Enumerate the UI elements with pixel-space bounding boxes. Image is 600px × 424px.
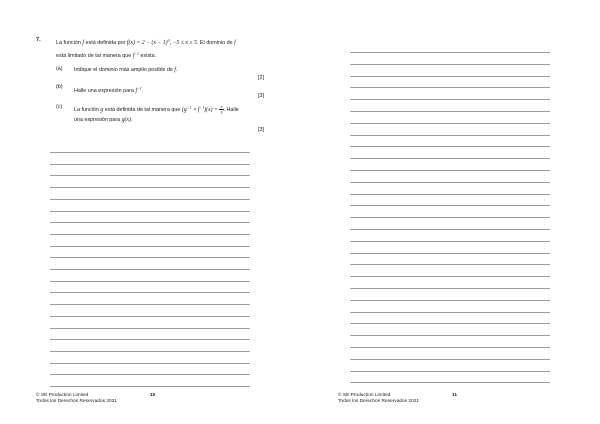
- page-number-right: 11: [452, 393, 458, 398]
- answer-line: [350, 158, 550, 159]
- fraction-x-over-3: $\frac{x}{3}$: [220, 104, 223, 116]
- answer-line: [50, 351, 250, 352]
- answer-line: [50, 152, 250, 153]
- part-a-text: Indique el dominio más amplio posible de f.: [74, 67, 178, 73]
- answer-line: [50, 339, 250, 340]
- answer-line: [350, 288, 550, 289]
- stem-text-e: exista.: [140, 52, 157, 59]
- answer-line: [350, 99, 550, 100]
- stem-f-inverse: $f^{-1}$: [132, 50, 140, 59]
- answer-line: [350, 135, 550, 136]
- answer-line: [350, 371, 550, 372]
- answer-line: [350, 182, 550, 183]
- answer-line: [350, 347, 550, 348]
- question-number: 7.: [36, 37, 41, 43]
- answer-lines-right[interactable]: [350, 52, 550, 385]
- answer-line: [50, 386, 250, 387]
- answer-line: [50, 199, 250, 200]
- stem-text-b: está definida por: [85, 40, 126, 46]
- answer-line: [50, 269, 250, 270]
- answer-line: [350, 335, 550, 336]
- answer-line: [350, 253, 550, 254]
- answer-line: [50, 281, 250, 282]
- part-c-marks: [3]: [258, 127, 264, 133]
- answer-line: [350, 241, 550, 242]
- answer-line: [50, 257, 250, 258]
- right-page: [300, 0, 600, 424]
- answer-line: [50, 234, 250, 235]
- answer-line: [50, 316, 250, 317]
- copyright-left: © SE Production Limited: [36, 393, 89, 398]
- answer-line: [350, 170, 550, 171]
- part-c-text: La función g está definida de tal manera que ($g^{-1}$ ∘ $f^{-1})(x)$ = $\frac{x}{3}$ . Halle una expresión para g(x).: [74, 104, 239, 123]
- answer-line: [350, 323, 550, 324]
- answer-line: [50, 374, 250, 375]
- answer-line: [50, 246, 250, 247]
- stem-f: f: [82, 40, 85, 46]
- answer-line: [350, 76, 550, 77]
- part-c-label: (c): [56, 104, 63, 110]
- answer-line: [50, 175, 250, 176]
- answer-line: [50, 222, 250, 223]
- answer-line: [350, 194, 550, 195]
- copyright-right: © SE Production Limited: [338, 393, 391, 398]
- stem-text-a: La función: [56, 40, 81, 46]
- answer-line: [50, 363, 250, 364]
- answer-line: [350, 87, 550, 88]
- answer-line: [50, 164, 250, 165]
- answer-line: [350, 111, 550, 112]
- function-definition: $f(x) = 2 - (x - 1)^3$, −5 ≤ x ≤ 5: [126, 38, 197, 46]
- answer-line: [350, 52, 550, 53]
- part-a-marks: [2]: [258, 75, 264, 81]
- answer-line: [350, 264, 550, 265]
- answer-line: [350, 64, 550, 65]
- answer-lines-left[interactable]: [50, 152, 250, 387]
- answer-line: [350, 217, 550, 218]
- part-b-label: (b): [56, 84, 63, 90]
- part-a-label: (a): [56, 66, 63, 72]
- footer-left: [36, 393, 117, 406]
- answer-line: [350, 205, 550, 206]
- question-stem: [56, 36, 266, 61]
- rights-right: Todos los Derechos Reservados 2021: [338, 399, 420, 405]
- part-b-marks: [3]: [258, 93, 264, 99]
- answer-line: [350, 312, 550, 313]
- stem-text-d: está limitado de tal manera que: [56, 52, 132, 59]
- footer-right: [338, 393, 419, 406]
- answer-line: [50, 187, 250, 188]
- answer-line: [350, 146, 550, 147]
- answer-line: [350, 359, 550, 360]
- answer-line: [50, 211, 250, 212]
- answer-line: [50, 328, 250, 329]
- answer-line: [350, 123, 550, 124]
- part-b-text: Halle una expresión para $f^{-1}$.: [74, 86, 144, 94]
- answer-line: [50, 304, 250, 305]
- page-number-left: 10: [150, 393, 156, 398]
- answer-line: [350, 229, 550, 230]
- answer-line: [350, 300, 550, 301]
- answer-line: [350, 382, 550, 383]
- stem-f-2: f: [234, 40, 236, 46]
- stem-text-c: . El dominio de: [196, 40, 233, 46]
- rights-left: Todos los Derechos Reservados 2021: [36, 399, 118, 405]
- answer-line: [350, 276, 550, 277]
- answer-line: [50, 292, 250, 293]
